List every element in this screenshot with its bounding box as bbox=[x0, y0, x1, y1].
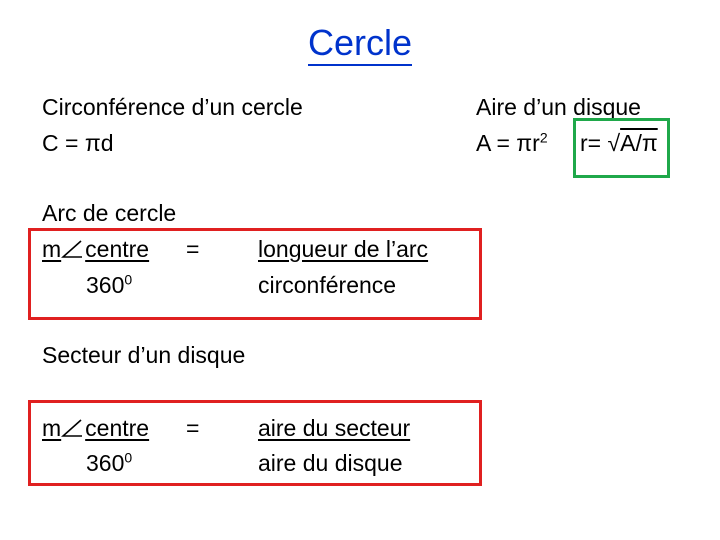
sector-rhs-denominator: aire du disque bbox=[258, 450, 403, 476]
arc-lhs-numerator bbox=[42, 236, 149, 262]
area-formula-prefix: A = πr bbox=[476, 130, 540, 156]
arc-lhs-denominator-exponent: 0 bbox=[124, 271, 133, 288]
sector-lhs-denominator-exponent: 0 bbox=[124, 449, 133, 466]
arc-heading: Arc de cercle bbox=[42, 200, 177, 226]
arc-rhs-numerator: longueur de l’arc bbox=[258, 236, 429, 262]
sector-lhs-denominator bbox=[86, 450, 132, 476]
circumference-formula: C = πd bbox=[42, 130, 114, 156]
circumference-heading: Circonférence d’un cercle bbox=[42, 94, 303, 120]
radius-formula bbox=[580, 130, 658, 156]
angle-icon bbox=[61, 241, 85, 257]
page-title bbox=[0, 22, 720, 64]
arc-lhs-word: centre bbox=[85, 236, 150, 262]
sector-lhs-m: m bbox=[42, 415, 62, 441]
area-heading: Aire d’un disque bbox=[476, 94, 641, 120]
radius-formula-radicand: A/π bbox=[620, 130, 658, 156]
square-root-icon: r= √ bbox=[580, 130, 621, 156]
sector-equals: = bbox=[186, 415, 200, 441]
sector-heading: Secteur d’un disque bbox=[42, 342, 246, 368]
arc-lhs-denominator bbox=[86, 272, 132, 298]
sector-lhs-word: centre bbox=[85, 415, 150, 441]
sector-rhs-numerator: aire du secteur bbox=[258, 415, 411, 441]
arc-rhs-denominator: circonférence bbox=[258, 272, 397, 298]
arc-equals: = bbox=[186, 236, 200, 262]
arc-lhs-m: m bbox=[42, 236, 62, 262]
area-formula-exponent: 2 bbox=[539, 129, 548, 146]
arc-lhs-denominator-value: 360 bbox=[86, 272, 125, 298]
sector-lhs-numerator bbox=[42, 415, 149, 441]
angle-icon bbox=[61, 420, 85, 436]
area-formula bbox=[476, 130, 548, 156]
sector-lhs-denominator-value: 360 bbox=[86, 450, 125, 476]
page-title-text: Cercle bbox=[308, 22, 412, 66]
